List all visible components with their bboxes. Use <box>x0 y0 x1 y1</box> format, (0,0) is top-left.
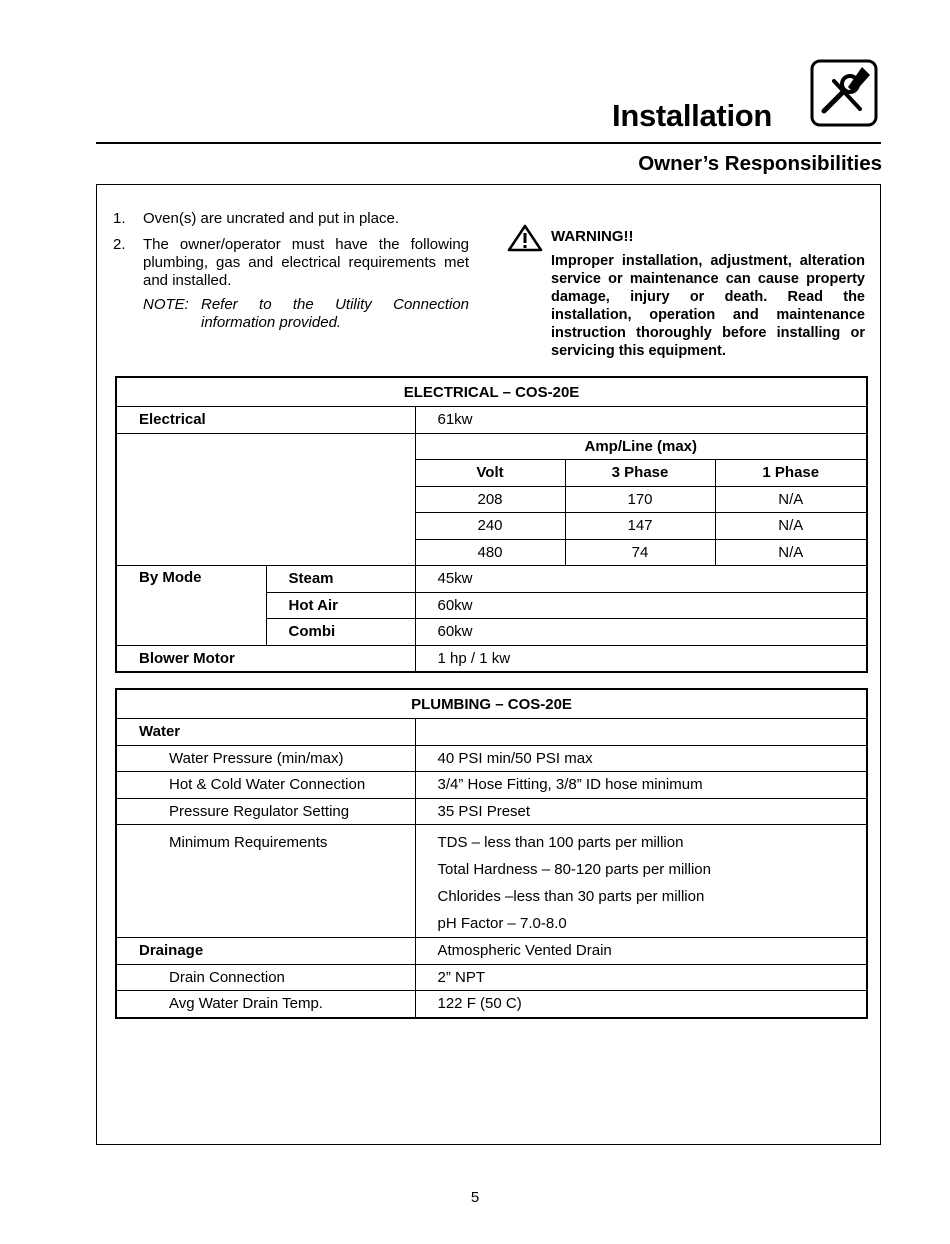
title-divider <box>96 142 881 144</box>
drain-temp-label: Avg Water Drain Temp. <box>116 991 415 1018</box>
page-title: Installation <box>612 98 773 133</box>
mode-name: Combi <box>266 619 415 646</box>
column-header-1-phase: 1 Phase <box>715 460 867 487</box>
table-row <box>116 964 867 991</box>
electrical-table <box>115 376 868 673</box>
one-phase-cell: N/A <box>715 486 867 513</box>
note <box>143 296 469 332</box>
one-phase-cell: N/A <box>715 539 867 566</box>
table-row <box>116 719 867 746</box>
water-pressure-label: Water Pressure (min/max) <box>116 745 415 772</box>
wrench-screwdriver-icon <box>810 59 878 127</box>
table-row <box>116 938 867 965</box>
mode-name: Hot Air <box>266 592 415 619</box>
water-label: Water <box>116 719 415 746</box>
three-phase-cell: 74 <box>565 539 715 566</box>
warning-title: WARNING!! <box>551 228 634 245</box>
mode-value: 60kw <box>415 592 867 619</box>
minimum-requirements-values <box>415 825 867 938</box>
table-row <box>116 825 867 938</box>
volt-cell: 240 <box>415 513 565 540</box>
regulator-label: Pressure Regulator Setting <box>116 798 415 825</box>
water-pressure-value: 40 PSI min/50 PSI max <box>415 745 867 772</box>
requirement-line: TDS – less than 100 parts per million <box>437 834 684 851</box>
drain-temp-value: 122 F (50 C) <box>415 991 867 1018</box>
table-row <box>116 745 867 772</box>
amp-line-header: Amp/Line (max) <box>415 433 867 460</box>
by-mode-label: By Mode <box>116 566 266 646</box>
column-header-volt: Volt <box>415 460 565 487</box>
blower-motor-value: 1 hp / 1 kw <box>415 645 867 672</box>
regulator-value: 35 PSI Preset <box>415 798 867 825</box>
list-item <box>113 210 469 228</box>
table-row <box>116 798 867 825</box>
note-text: Refer to the Utility Connection information provided. <box>201 296 469 331</box>
drain-connection-value: 2” NPT <box>415 964 867 991</box>
installation-steps <box>113 210 469 332</box>
mode-name: Steam <box>266 566 415 593</box>
three-phase-cell: 147 <box>565 513 715 540</box>
drain-connection-label: Drain Connection <box>116 964 415 991</box>
table-row <box>116 407 867 434</box>
requirement-line: pH Factor – 7.0-8.0 <box>437 915 567 932</box>
table-header: PLUMBING – COS-20E <box>116 689 867 719</box>
step-number: 2. <box>113 236 126 253</box>
volt-cell: 480 <box>415 539 565 566</box>
table-row <box>116 377 867 407</box>
list-item <box>113 236 469 290</box>
one-phase-cell: N/A <box>715 513 867 540</box>
step-text: The owner/operator must have the following plumbing, gas and electrical requirements met and installed. <box>143 236 469 289</box>
section-title: Owner’s Responsibilities <box>638 152 882 175</box>
table-header: ELECTRICAL – COS-20E <box>116 377 867 407</box>
table-row <box>116 689 867 719</box>
drainage-label: Drainage <box>116 938 415 965</box>
warning-triangle-icon <box>507 224 543 252</box>
mode-value: 60kw <box>415 619 867 646</box>
mode-value: 45kw <box>415 566 867 593</box>
table-row <box>116 433 867 460</box>
blank-cell <box>415 719 867 746</box>
drainage-value: Atmospheric Vented Drain <box>415 938 867 965</box>
three-phase-cell: 170 <box>565 486 715 513</box>
column-header-3-phase: 3 Phase <box>565 460 715 487</box>
electrical-value: 61kw <box>415 407 867 434</box>
note-label: NOTE: <box>143 296 189 313</box>
plumbing-table <box>115 688 868 1019</box>
warning-text: Improper installation, adjustment, alteration service or maintenance can cause property damage, injury or death. Read the installation, operation and maintenance instruction thoroughly before installing or servicing this equipment. <box>551 253 865 359</box>
step-number: 1. <box>113 210 126 227</box>
table-row <box>116 772 867 799</box>
step-text: Oven(s) are uncrated and put in place. <box>143 210 399 227</box>
requirement-line: Chlorides –less than 30 parts per million <box>437 888 705 905</box>
table-row <box>116 566 867 593</box>
volt-cell: 208 <box>415 486 565 513</box>
blower-motor-label: Blower Motor <box>116 645 415 672</box>
table-row <box>116 645 867 672</box>
water-connection-label: Hot & Cold Water Connection <box>116 772 415 799</box>
requirement-line: Total Hardness – 80-120 parts per million <box>437 861 711 878</box>
blank-cell <box>116 433 415 566</box>
electrical-label: Electrical <box>116 407 415 434</box>
page-number: 5 <box>470 1189 480 1206</box>
table-row <box>116 991 867 1018</box>
minimum-requirements-label: Minimum Requirements <box>116 825 415 938</box>
water-connection-value: 3/4” Hose Fitting, 3/8” ID hose minimum <box>415 772 867 799</box>
